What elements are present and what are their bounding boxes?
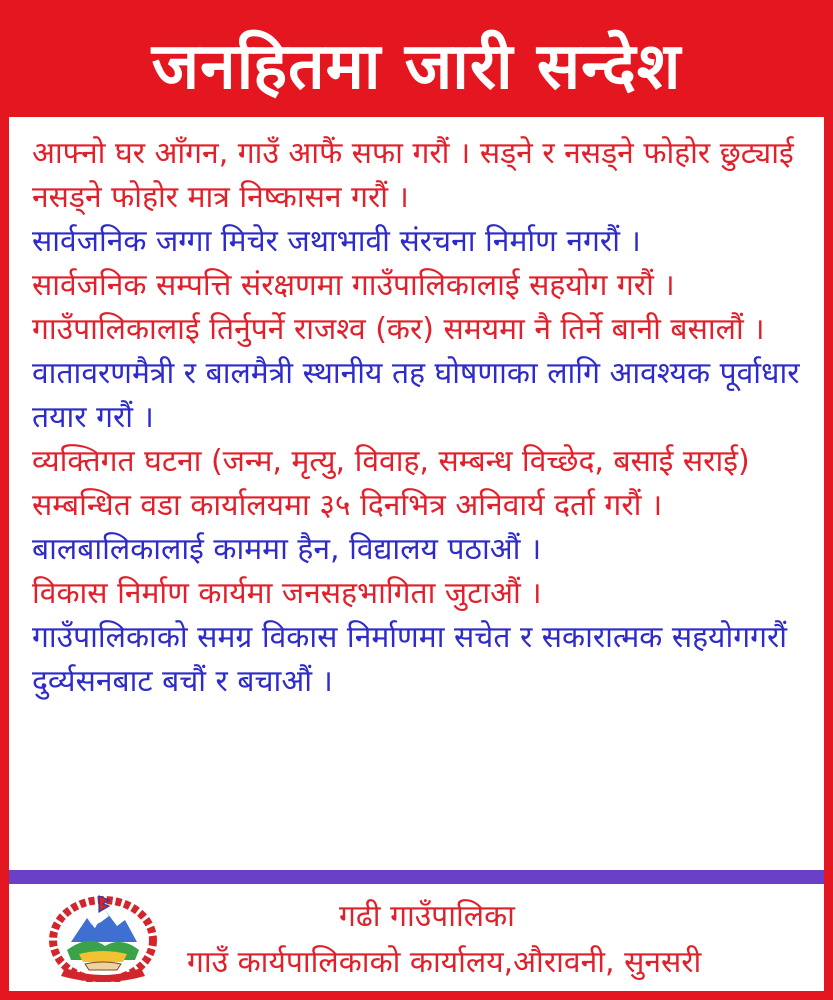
message-item: गाउँपालिकाको समग्र विकास निर्माणमा सचेत र सकारात्मक सहयोगगरौं दुर्व्यसनबाट बचौं र बचाऔं । [32,620,788,699]
message-item: बालबालिकालाई काममा हैन, विद्यालय पठाऔं । [32,532,542,567]
message-item: वातावरणमैत्री र बालमैत्री स्थानीय तह घोषणाका लागि आवश्यक पूर्वाधार तयार गरौं । [32,356,800,435]
nepal-government-emblem-icon [49,890,157,982]
message-item: व्यक्तिगत घटना (जन्म, मृत्यु, विवाह, सम्बन्ध विच्छेद, बसाई सराई) सम्बन्धित वडा कार्यालयमा ३५ दिनभित्र अनिवार्य दर्ता गरौं । [32,444,750,523]
message-item: विकास निर्माण कार्यमा जनसहभागिता जुटाऔं । [32,576,542,611]
poster-title: जनहितमा जारी सन्देश [151,29,682,104]
message-item: सार्वजनिक जग्गा मिचेर जथाभावी संरचना निर्माण नगरौं । [32,224,641,259]
message-list [32,132,812,704]
footer-divider [9,870,824,884]
message-item: गाउँपालिकालाई तिर्नुपर्ने राजश्व (कर) समयमा नै तिर्ने बानी बसालौं । [32,312,765,347]
title-banner [9,9,824,117]
footer [9,884,824,991]
message-item: सार्वजनिक सम्पत्ति संरक्षणमा गाउँपालिकालाई सहयोग गरौं । [32,268,675,303]
municipality-name: गढी गाउँपालिका [339,899,515,934]
message-item: आफ्नो घर आँगन, गाउँ आफैं सफा गरौं । सड्ने र नसड्ने फोहोर छुट्याई नसड्ने फोहोर मात्र निष्कासन गरौं । [32,136,794,215]
office-address: गाउँ कार्यपालिकाको कार्यालय,औरावनी, सुनसरी [187,945,702,980]
